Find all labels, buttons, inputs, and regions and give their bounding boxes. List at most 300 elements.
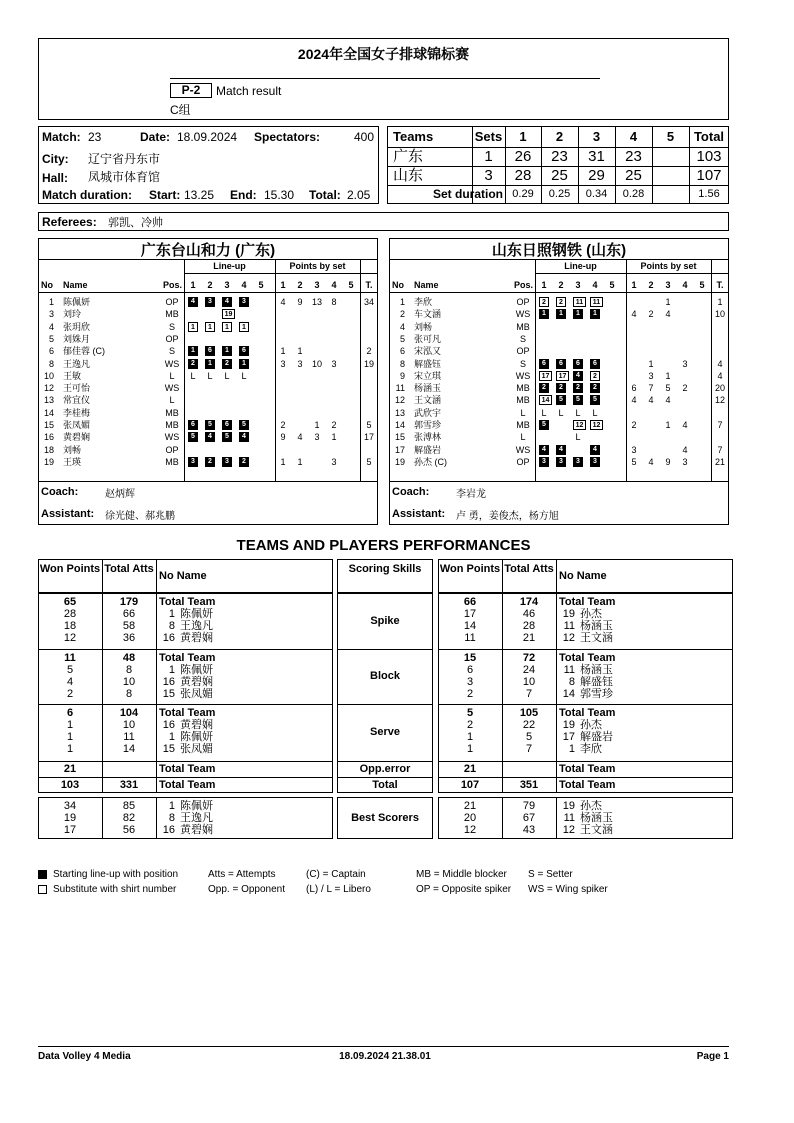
teamB-player-no: 17	[394, 444, 405, 455]
teamA-substitute-number: 1	[205, 322, 215, 332]
teamA-lineup-libero: L	[190, 370, 196, 381]
teamB-starting-position: 4	[556, 445, 566, 455]
score-cell-team-total: 103	[696, 148, 722, 165]
teamB-set-points: 2	[648, 309, 654, 320]
teamA-player-no: 1	[48, 297, 54, 307]
legend-captain: (C) = Captain	[306, 869, 366, 880]
teamB-starting-position: 5	[590, 395, 600, 405]
legend-s: S = Setter	[528, 869, 573, 880]
score-cell-set-duration: 0.34	[585, 188, 608, 200]
teamA-lineup-set-header: 3	[224, 280, 230, 290]
teamA-set-points: 8	[331, 297, 337, 307]
teamA-starting-position: 6	[222, 420, 232, 430]
teamA-set-points: 1	[331, 432, 337, 443]
teamA-substitute-number: 19	[222, 309, 235, 319]
teamA-sub-rule	[184, 273, 378, 274]
perf-right-atts: 174	[519, 596, 539, 608]
perf-left-won: 4	[66, 676, 74, 688]
perf-left-shirt: 16	[162, 676, 175, 688]
teamB-lineup-set-header: 2	[558, 280, 564, 290]
score-cell-set-score: 28	[514, 167, 532, 184]
perf-left-atts: 36	[122, 632, 136, 644]
teamA-starting-position: 4	[239, 432, 249, 442]
city-label: City:	[42, 152, 69, 166]
perf-left-won: 12	[63, 632, 77, 644]
teamB-set-points: 3	[682, 358, 688, 369]
start-value: 13.25	[184, 188, 215, 202]
perf-left-won: 18	[63, 620, 77, 632]
teamA-title: 广东台山和力 (广东)	[140, 242, 276, 259]
teamA-t-header: T.	[365, 280, 373, 290]
group-label: C组	[170, 103, 191, 117]
teamA-starting-position: 5	[222, 432, 232, 442]
teamB-starting-position: 2	[590, 383, 600, 393]
teamA-lineup-libero: L	[207, 370, 213, 381]
score-cell-set-header: 1	[519, 129, 527, 144]
perf-right-total-atts: 351	[519, 779, 539, 791]
perf-best-skill: Best Scorers	[351, 812, 419, 824]
perf-right-section-rule	[438, 649, 733, 650]
teamA-assistant-label: Assistant:	[41, 508, 95, 520]
perf-right-shirt: 12	[562, 632, 575, 644]
teamB-lineup-libero: L	[541, 407, 547, 418]
perf-left-best-col2	[156, 797, 157, 839]
score-cell-set-score: 23	[551, 148, 568, 165]
perf-right-total-won: 107	[460, 779, 480, 791]
teamA-starting-position: 3	[239, 297, 249, 307]
teamA-player-pos: MB	[165, 420, 179, 430]
teamB-substitute-number: 2	[556, 297, 566, 307]
teamA-no-header: No	[41, 280, 53, 290]
teamB-starting-position: 1	[556, 309, 566, 319]
perf-right-atts: 79	[522, 800, 536, 812]
teamA-points-set-header: 3	[314, 280, 320, 290]
perf-left-atts: 104	[119, 707, 139, 719]
perf-left-won: 17	[63, 824, 77, 836]
teamA-head-rule	[38, 292, 378, 293]
score-cell-set-duration: 0.25	[548, 188, 571, 200]
teamA-total-points: 5	[366, 456, 372, 467]
perf-right-shirt: 19	[562, 800, 575, 812]
teamB-player-name: 武欣宇	[414, 407, 442, 418]
teamA-player-name: 郁佳蓉 (C)	[63, 346, 105, 357]
doc-code: P-2	[170, 83, 212, 98]
teamB-player-name: 解盛钰	[414, 358, 442, 369]
perf-left-won: 28	[63, 608, 77, 620]
teamB-total-points: 10	[714, 309, 725, 320]
teamA-player-pos: WS	[164, 358, 180, 369]
perf-right-atts: 21	[522, 632, 536, 644]
teamB-player-no: 8	[399, 358, 405, 369]
teamA-starting-position: 6	[188, 420, 198, 430]
perf-right-won: 5	[466, 707, 474, 719]
teamA-set-points: 13	[312, 297, 323, 307]
teamB-total-points: 21	[714, 456, 725, 467]
teamB-total-points: 12	[714, 395, 725, 406]
perf-left-total-rule	[38, 777, 333, 778]
score-cell-set-duration	[652, 185, 689, 204]
perf-right-opp-error-won: 21	[463, 763, 477, 775]
date-label: Date:	[140, 130, 171, 144]
perf-left-player: 王逸凡	[180, 812, 213, 824]
teamB-player-name: 李欣	[414, 297, 433, 307]
perf-right-atts: 72	[522, 652, 536, 664]
perf-left-total-won: 103	[60, 779, 80, 791]
score-cell-team-total: 107	[696, 167, 722, 184]
teamA-total-points: 19	[363, 358, 374, 369]
start-label: Start:	[149, 188, 181, 202]
perf-left-won: 11	[64, 652, 76, 664]
teamB-set-points: 4	[665, 309, 671, 320]
teamA-player-name: 刘玲	[63, 309, 82, 320]
teamB-points-set-header: 3	[665, 280, 671, 290]
teamA-player-no: 19	[43, 456, 54, 467]
perf-right-total-label: Total Team	[559, 779, 616, 791]
perf-right-shirt: 19	[562, 719, 575, 731]
teamB-substitute-number: 2	[590, 371, 600, 381]
score-cell-set-score: 25	[551, 167, 568, 184]
perf-left-won: 2	[66, 688, 74, 700]
teamB-total-points: 7	[717, 444, 723, 455]
city-value: 辽宁省丹东市	[88, 152, 161, 166]
teamA-substitute-number: 1	[188, 322, 198, 332]
perf-right-won: 2	[466, 719, 474, 731]
perf-left-won: 65	[63, 596, 77, 608]
teamB-starting-position: 1	[590, 309, 600, 319]
teamB-lineup-set-header: 4	[592, 280, 598, 290]
teamA-lineup-set-header: 4	[241, 280, 247, 290]
teamA-points-label: Points by set	[289, 261, 346, 271]
teamA-player-pos: S	[168, 321, 175, 332]
teamB-starting-position: 5	[573, 395, 583, 405]
teamB-player-no: 9	[399, 370, 405, 381]
perf-right-best-col2	[556, 797, 557, 839]
perf-right-atts: 7	[525, 688, 533, 700]
teamB-starting-position: 2	[539, 383, 549, 393]
score-cell-set-header: 3	[592, 129, 601, 144]
perf-left-shirt: 8	[168, 812, 175, 824]
teamA-player-no: 5	[48, 333, 54, 344]
teamA-lineup-set-header: 1	[190, 280, 196, 290]
perf-right-shirt: 12	[562, 824, 575, 836]
teamB-player-pos: MB	[516, 420, 530, 430]
perf-right-atts: 67	[522, 812, 536, 824]
teamB-player-no: 11	[395, 383, 405, 394]
perf-left-shirt: 16	[162, 824, 175, 836]
teamB-points-set-header: 4	[682, 280, 688, 290]
teamA-set-points: 1	[280, 456, 286, 467]
perf-right-name-header: No Name	[559, 570, 607, 582]
perf-left-atts: 10	[122, 676, 136, 688]
perf-left-won: 1	[66, 719, 74, 731]
perf-left-opp-error-rule	[38, 761, 333, 762]
legend-start: Starting line-up with position	[53, 869, 179, 880]
perf-right-atts: 5	[525, 731, 533, 743]
teamB-set-points: 4	[648, 395, 654, 406]
teamA-player-pos: L	[169, 370, 175, 381]
legend-mb: MB = Middle blocker	[416, 869, 507, 880]
teamB-player-pos: WS	[515, 370, 531, 381]
perf-left-won: 1	[66, 743, 74, 755]
total-duration: 2.05	[347, 188, 371, 202]
header-rule	[170, 78, 600, 79]
teamB-set-points: 4	[631, 395, 637, 406]
perf-right-won: 1	[466, 731, 474, 743]
teamA-total-points: 5	[366, 420, 372, 430]
teamB-substitute-number: 11	[590, 297, 603, 307]
teamB-lineup-libero: L	[575, 407, 581, 418]
teamA-starting-position: 1	[188, 346, 198, 356]
perf-right-opp-error-rule	[438, 761, 733, 762]
perf-right-shirt: 17	[562, 731, 575, 743]
teamB-head-rule	[389, 292, 729, 293]
perf-left-atts: 11	[123, 731, 135, 743]
hall-label: Hall:	[42, 171, 69, 185]
teamB-points-set-header: 1	[631, 280, 637, 290]
perf-left-body-col2	[156, 593, 157, 793]
teamA-set-points: 3	[331, 456, 337, 467]
teamA-pos-header: Pos.	[163, 280, 183, 290]
teamA-substitute-number: 1	[239, 322, 249, 332]
legend-sub-icon	[38, 885, 47, 894]
perf-left-atts: 56	[122, 824, 136, 836]
teamB-starting-position: 6	[556, 359, 566, 369]
perf-left-atts: 14	[122, 743, 136, 755]
teamA-player-name: 王瑛	[63, 456, 82, 467]
perf-right-won: 21	[463, 800, 477, 812]
score-team-name: 山东	[393, 167, 424, 184]
teamA-name-header: Name	[63, 280, 88, 290]
score-cell-set-duration: 0.29	[512, 188, 534, 200]
perf-left-won-header: Won Points	[39, 563, 101, 575]
perf-right-player: Total Team	[559, 596, 616, 608]
perf-left-shirt: 1	[168, 664, 175, 676]
teamA-starting-position: 3	[188, 457, 198, 467]
perf-right-won: 15	[463, 652, 477, 664]
teamB-starting-position: 5	[556, 395, 566, 405]
teamA-substitute-number: 1	[222, 322, 232, 332]
perf-left-won: 6	[66, 707, 74, 719]
teamA-set-points: 1	[297, 456, 303, 467]
teamA-starting-position: 3	[222, 457, 232, 467]
teamB-starting-position: 4	[590, 445, 600, 455]
perf-left-atts: 66	[122, 608, 136, 620]
doc-name: Match result	[216, 84, 282, 98]
perf-right-shirt: 11	[563, 812, 575, 824]
perf-left-atts: 58	[122, 620, 136, 632]
perf-right-won: 66	[463, 596, 477, 608]
perf-left-won: 34	[63, 800, 77, 812]
perf-right-player: 郭雪珍	[580, 688, 613, 700]
teamA-starting-position: 6	[239, 346, 249, 356]
perf-left-atts: 85	[122, 800, 136, 812]
teamB-set-points: 4	[682, 444, 688, 455]
teamB-player-name: 杨涵玉	[414, 383, 442, 394]
teamA-set-points: 4	[280, 297, 286, 307]
perf-right-atts: 10	[522, 676, 536, 688]
teamB-player-pos: WS	[515, 309, 531, 320]
teamB-lineup-set-header: 3	[575, 280, 581, 290]
teamB-set-points: 1	[665, 370, 671, 381]
teamB-total-points: 7	[717, 420, 723, 430]
teamB-lineup-libero: L	[592, 407, 598, 418]
score-teams-header: Teams	[393, 129, 434, 144]
teamB-set-points: 4	[682, 420, 688, 430]
teamA-starting-position: 4	[222, 297, 232, 307]
teamB-player-name: 孙杰 (C)	[414, 456, 447, 467]
referees-names: 郭凯、冷帅	[108, 217, 163, 229]
teamB-pos-header: Pos.	[514, 280, 534, 290]
teamA-set-points: 1	[297, 346, 303, 357]
perf-left-player: Total Team	[159, 707, 216, 719]
teamA-player-no: 18	[43, 444, 54, 455]
teamB-player-pos: L	[520, 407, 526, 418]
perf-right-player: 解盛钰	[580, 676, 613, 688]
perf-skill-name: Spike	[370, 615, 400, 627]
teamA-total-points: 17	[363, 432, 374, 443]
teamB-points-label: Points by set	[640, 261, 697, 271]
teamA-lineup-libero: L	[241, 370, 247, 381]
perf-right-body-col2	[556, 593, 557, 793]
teamB-player-name: 张溥林	[414, 432, 442, 443]
perf-right-player: 王文涵	[580, 632, 613, 644]
perf-right-atts: 43	[522, 824, 536, 836]
teamA-player-pos: S	[168, 346, 175, 357]
teamA-player-no: 10	[43, 370, 54, 381]
perf-right-player: 孙杰	[580, 800, 602, 812]
perf-left-atts: 82	[122, 812, 136, 824]
teamB-starting-position: 4	[573, 371, 583, 381]
perf-right-atts-header: Total Atts	[504, 563, 554, 575]
teamB-t-header: T.	[716, 280, 724, 290]
footer-rule	[38, 1046, 729, 1047]
teamB-starting-position: 3	[590, 457, 600, 467]
teamA-player-pos: MB	[165, 407, 179, 418]
teamB-player-no: 14	[394, 420, 405, 430]
teamA-player-name: 张玥欣	[63, 321, 91, 332]
page-title: 2024年全国女子排球锦标赛	[297, 46, 470, 62]
teamA-set-points: 3	[314, 432, 320, 443]
teamB-player-pos: OP	[516, 456, 530, 467]
perf-right-won: 3	[466, 676, 474, 688]
perf-right-total-rule	[438, 777, 733, 778]
teamB-substitute-number: 12	[590, 420, 603, 430]
teamB-lineup-label: Line-up	[564, 261, 597, 271]
teamB-substitute-number: 11	[573, 297, 586, 307]
teamA-set-points: 3	[280, 358, 286, 369]
teamA-set-points: 9	[280, 432, 286, 443]
perf-left-player: 黄碧娴	[180, 676, 213, 688]
teamA-player-name: 王敏	[63, 370, 82, 381]
perf-right-atts: 22	[522, 719, 536, 731]
teamA-set-points: 9	[297, 297, 303, 307]
teamA-player-no: 4	[48, 321, 54, 332]
teamA-player-name: 刘姝月	[63, 333, 91, 344]
perf-right-player: 孙杰	[580, 719, 602, 731]
teamB-player-name: 车文涵	[414, 309, 442, 320]
legend-op: OP = Opposite spiker	[416, 884, 512, 895]
teamB-player-no: 6	[399, 346, 405, 357]
perf-right-player: 解盛岩	[580, 731, 613, 743]
legend-opp: Opp. = Opponent	[208, 884, 286, 895]
teamB-starting-position: 6	[573, 359, 583, 369]
teamA-starting-position: 1	[205, 359, 215, 369]
hall-value: 凤城市体育馆	[88, 170, 161, 184]
perf-left-player: 黄碧娴	[180, 632, 213, 644]
teamB-set-points: 1	[648, 358, 654, 369]
teamB-set-points: 4	[648, 456, 654, 467]
perf-left-total-label: Total Team	[159, 779, 216, 791]
perf-left-atts: 10	[122, 719, 136, 731]
teamB-player-no: 4	[399, 321, 405, 332]
teamA-player-name: 常宜仪	[63, 395, 91, 406]
perf-left-opp-error-label: Total Team	[159, 763, 216, 775]
teamB-set-points: 3	[631, 444, 637, 455]
teamB-starting-position: 3	[573, 457, 583, 467]
teamB-starting-position: 4	[539, 445, 549, 455]
perf-left-shirt: 15	[162, 743, 175, 755]
teamB-title-rule	[389, 259, 729, 260]
teamA-starting-position: 4	[188, 297, 198, 307]
perf-left-won: 5	[66, 664, 74, 676]
perf-left-player: Total Team	[159, 652, 216, 664]
teamA-points-set-header: 4	[331, 280, 337, 290]
teamB-starting-position: 1	[573, 309, 583, 319]
perf-right-won: 11	[464, 632, 476, 644]
teamB-player-pos: MB	[516, 395, 530, 406]
score-cell-set-duration: 0.28	[622, 188, 645, 200]
perf-left-opp-error-won: 21	[63, 763, 77, 775]
legend-ws: WS = Wing spiker	[528, 884, 608, 895]
teamB-player-no: 19	[394, 456, 405, 467]
teamB-player-pos: MB	[516, 321, 530, 332]
perf-left-player: 陈佩妍	[180, 664, 213, 676]
teamA-starting-position: 3	[205, 297, 215, 307]
footer-right: Page 1	[696, 1051, 729, 1062]
perf-left-player: 陈佩妍	[180, 608, 213, 620]
teamA-player-pos: MB	[165, 456, 179, 467]
teamB-no-header: No	[392, 280, 404, 290]
teamB-starting-position: 3	[556, 457, 566, 467]
teamB-coach-rule	[389, 481, 729, 482]
teamA-player-name: 王可怡	[63, 383, 91, 394]
score-cell-set-header: 4	[629, 129, 638, 144]
teamB-total-points: 1	[717, 297, 723, 307]
perf-right-shirt: 19	[562, 608, 575, 620]
score-cell-total-header: Total	[693, 129, 725, 144]
perf-right-player: Total Team	[559, 652, 616, 664]
perf-right-shirt: 1	[568, 743, 575, 755]
spectators-label: Spectators:	[254, 130, 321, 144]
teamB-starting-position: 2	[556, 383, 566, 393]
teamB-player-pos: WS	[515, 444, 531, 455]
teamB-set-points: 9	[665, 456, 671, 467]
end-label: End:	[230, 188, 257, 202]
perf-left-shirt: 8	[168, 620, 175, 632]
match-date: 18.09.2024	[177, 130, 238, 144]
teamA-title-rule	[38, 259, 378, 260]
perf-right-header-col2	[556, 559, 557, 593]
teamA-starting-position: 2	[239, 457, 249, 467]
perf-skill-name: Block	[370, 670, 400, 682]
perf-left-won: 19	[63, 812, 77, 824]
perf-right-won: 2	[466, 688, 474, 700]
perf-right-won: 14	[463, 620, 477, 632]
teamA-set-points: 3	[331, 358, 337, 369]
perf-right-section-rule	[438, 704, 733, 705]
teamA-starting-position: 6	[205, 346, 215, 356]
teamB-starting-position: 6	[539, 359, 549, 369]
